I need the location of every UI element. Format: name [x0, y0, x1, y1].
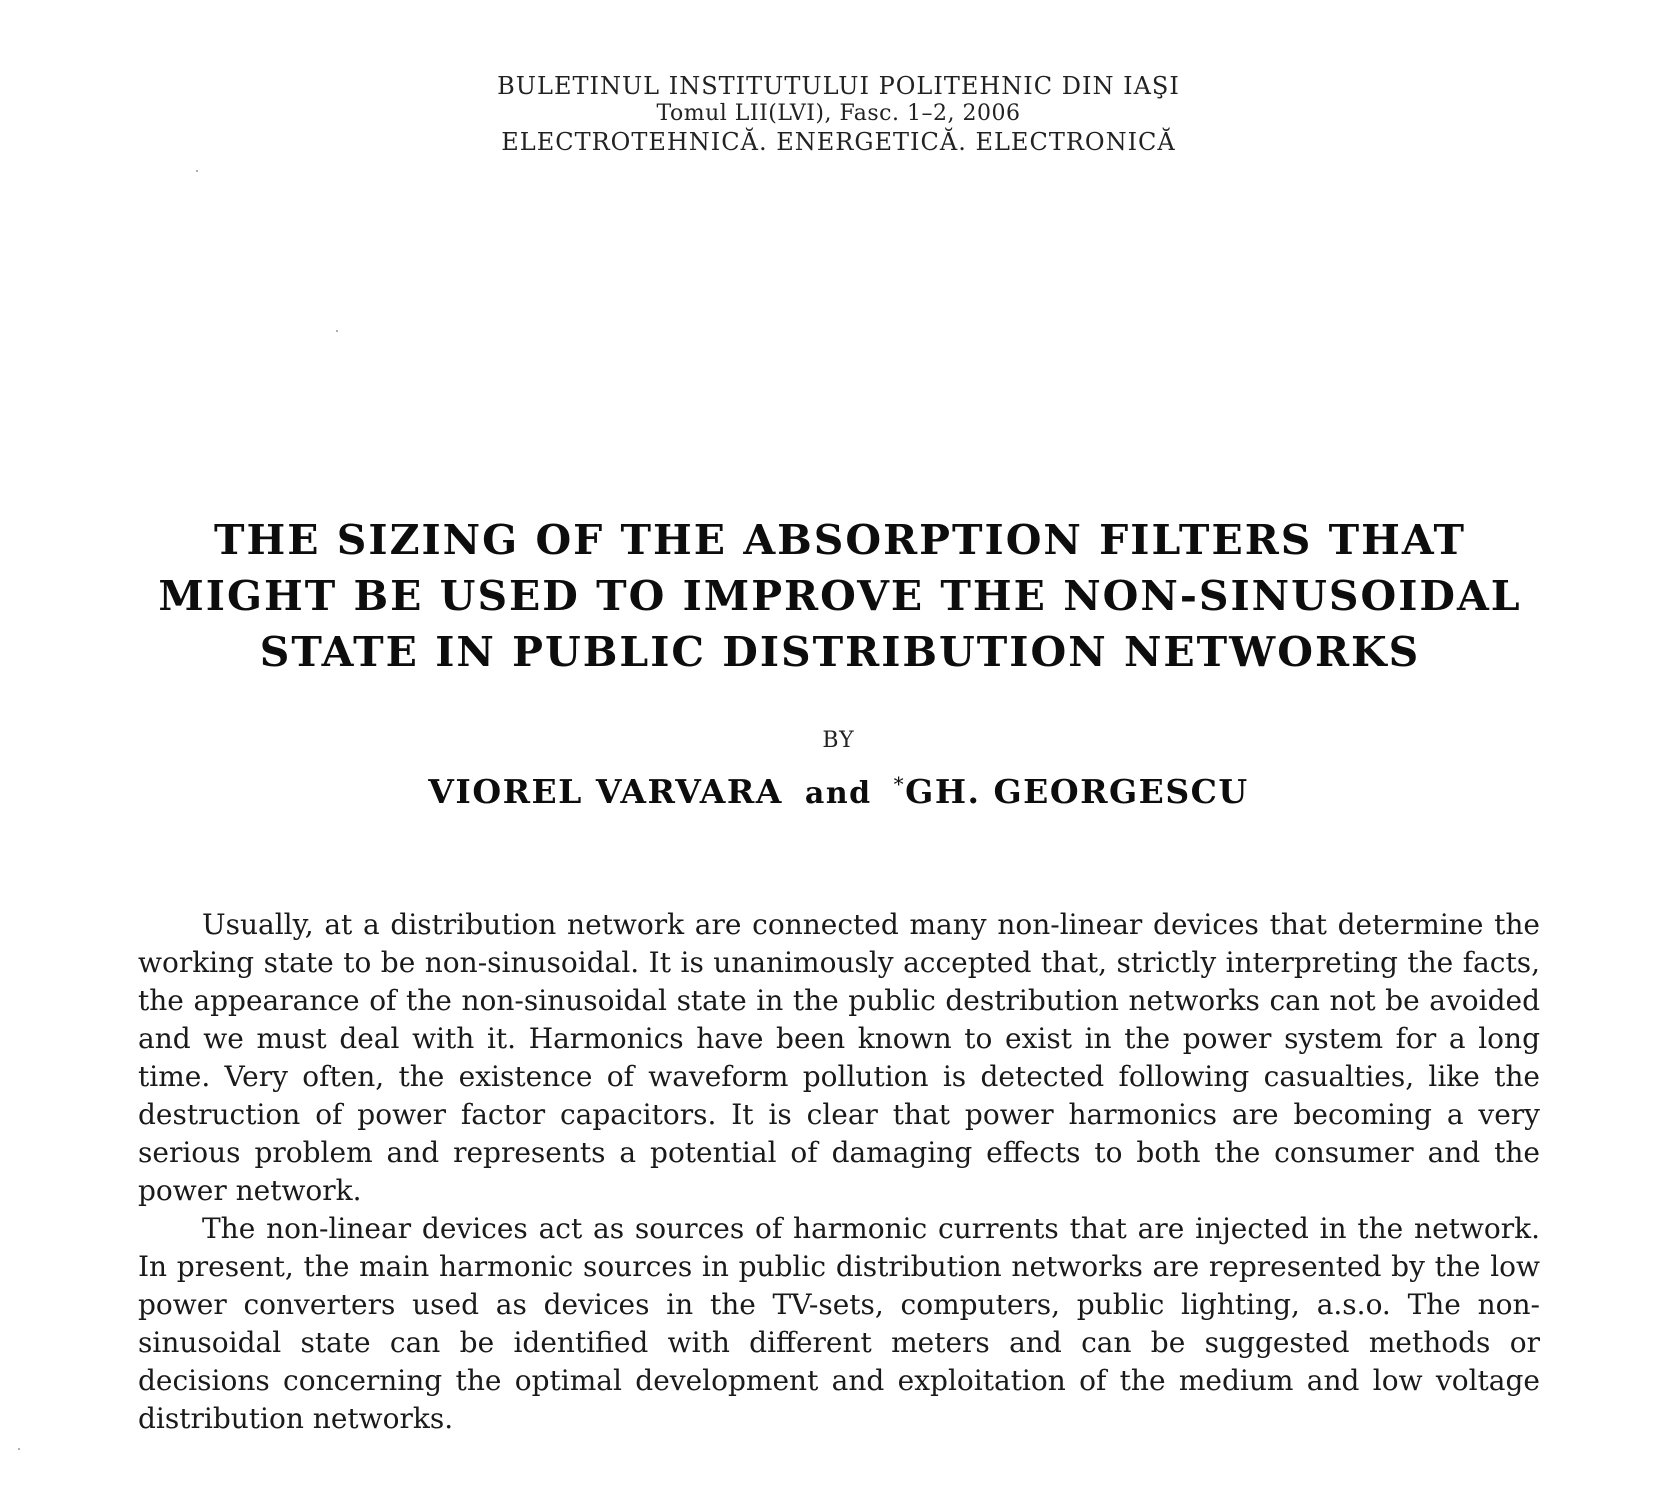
abstract: [138, 906, 1540, 1438]
journal-header: [0, 72, 1677, 156]
author-conjunction: and: [804, 776, 872, 811]
abstract-paragraph-1: Usually, at a distribution network are connected many non-linear devices that determine the working state to be non-sinusoidal. It is unanimously accepted that, strictly interpreting the facts, the appearance of the non-sinusoidal state in the public destribution networks can not be avoided and we must deal with it. Harmonics have been known to exist in the power system for a long time. Very often, the existence of waveform pollution is detected following casualties, like the destruction of power factor capacitors. It is clear that power harmonics are becoming a very serious problem and represents a potential of damaging effects to both the consumer and the power network.: [138, 908, 1540, 1207]
abstract-paragraph-2: The non-linear devices act as sources of harmonic currents that are injected in the network. In present, the main harmonic sources in public distribution networks are represented by the low power converters used as devices in the TV-sets, computers, public lighting, a.s.o. The non-sinusoidal state can be identified with different meters and can be suggested methods or decisions concerning the optimal development and exploitation of the medium and low voltage distribution networks.: [138, 1212, 1540, 1435]
title-line-1: THE SIZING OF THE ABSORPTION FILTERS THAT: [214, 516, 1466, 564]
journal-volume: Tomul LII(LVI), Fasc. 1–2, 2006: [656, 101, 1021, 126]
title-line-2: MIGHT BE USED TO IMPROVE THE NON-SINUSOIDAL: [158, 572, 1522, 620]
scan-speck: [196, 170, 198, 172]
scan-speck: [18, 1448, 20, 1450]
journal-section: ELECTROTEHNICĂ. ENERGETICĂ. ELECTRONICĂ: [501, 128, 1176, 156]
author-line: [0, 772, 1677, 811]
scan-speck: [336, 330, 338, 332]
author-1: VIOREL VARVARA: [428, 772, 783, 811]
title-line-3: STATE IN PUBLIC DISTRIBUTION NETWORKS: [259, 628, 1421, 676]
author-2: GH. GEORGESCU: [905, 772, 1249, 811]
journal-name: BULETINUL INSTITUTULUI POLITEHNIC DIN IAŞI: [497, 72, 1180, 100]
affiliation-marker: *: [893, 772, 906, 796]
by-label: BY: [822, 728, 855, 753]
paper-title: [140, 512, 1540, 680]
